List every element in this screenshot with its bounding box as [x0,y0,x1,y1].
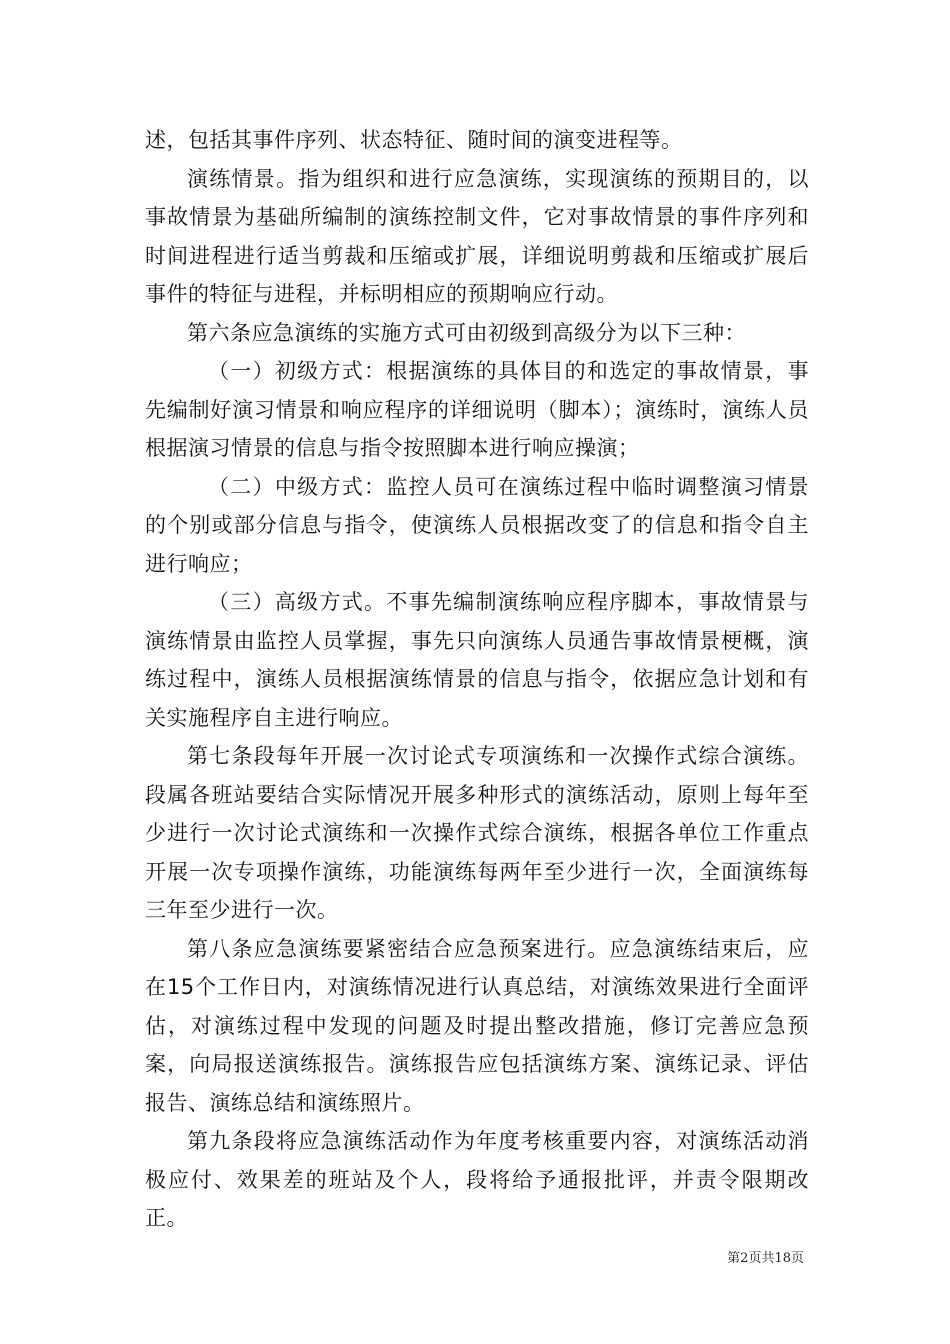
page-number: 第2页共18页 [727,1251,804,1266]
paragraph-continuation: 述，包括其事件序列、状态特征、随时间的演变进程等。 [145,128,683,152]
paragraph-article-9: 第九条段将应急演练活动作为年度考核重要内容，对演练活动消极应付、效果差的班站及个人，段将给予通报批评，并责令限期改正。 [145,1129,809,1230]
paragraph-basic-method: （一）初级方式：根据演练的具体目的和选定的事故情景，事先编制好演习情景和响应程序的详细说明（脚本）；演练时，演练人员根据演习情景的信息与指令按照脚本进行响应操演； [145,359,809,460]
paragraph-drill-scenario: 演练情景。指为组织和进行应急演练，实现演练的预期目的，以事故情景为基础所编制的演练控制文件，它对事故情景的事件序列和时间进程进行适当剪裁和压缩或扩展，详细说明剪裁和压缩或扩展后事件的特征与进程，并标明相应的预期响应行动。 [145,166,809,306]
paragraph-article-6: 第六条应急演练的实施方式可由初级到高级分为以下三种： [187,320,746,345]
paragraph-intermediate-method: （二）中级方式：监控人员可在演练过程中临时调整演习情景的个别或部分信息与指令，使演练人员根据改变了的信息和指令自主进行响应； [145,474,809,576]
paragraph-advanced-method: （三）高级方式。不事先编制演练响应程序脚本，事故情景与演练情景由监控人员掌握，事先只向演练人员通告事故情景梗概，演练过程中，演练人员根据演练情景的信息与指令，依据应急计划和有关实施程序自主进行响应。 [145,590,809,730]
document-body [145,121,809,1238]
paragraph-article-7: 第七条段每年开展一次讨论式专项演练和一次操作式综合演练。段属各班站要结合实际情况开展多种形式的演练活动，原则上每年至少进行一次讨论式演练和一次操作式综合演练，根据各单位工作重点开展一次专项操作演练，功能演练每两年至少进行一次，全面演练每三年至少进行一次。 [145,744,809,922]
paragraph-article-8: 第八条应急演练要紧密结合应急预案进行。应急演练结束后，应在15个工作日内，对演练情况进行认真总结，对演练效果进行全面评估，对演练过程中发现的问题及时提出整改措施，修订完善应急预案，向局报送演练报告。演练报告应包括演练方案、演练记录、评估报告、演练总结和演练照片。 [145,936,809,1115]
